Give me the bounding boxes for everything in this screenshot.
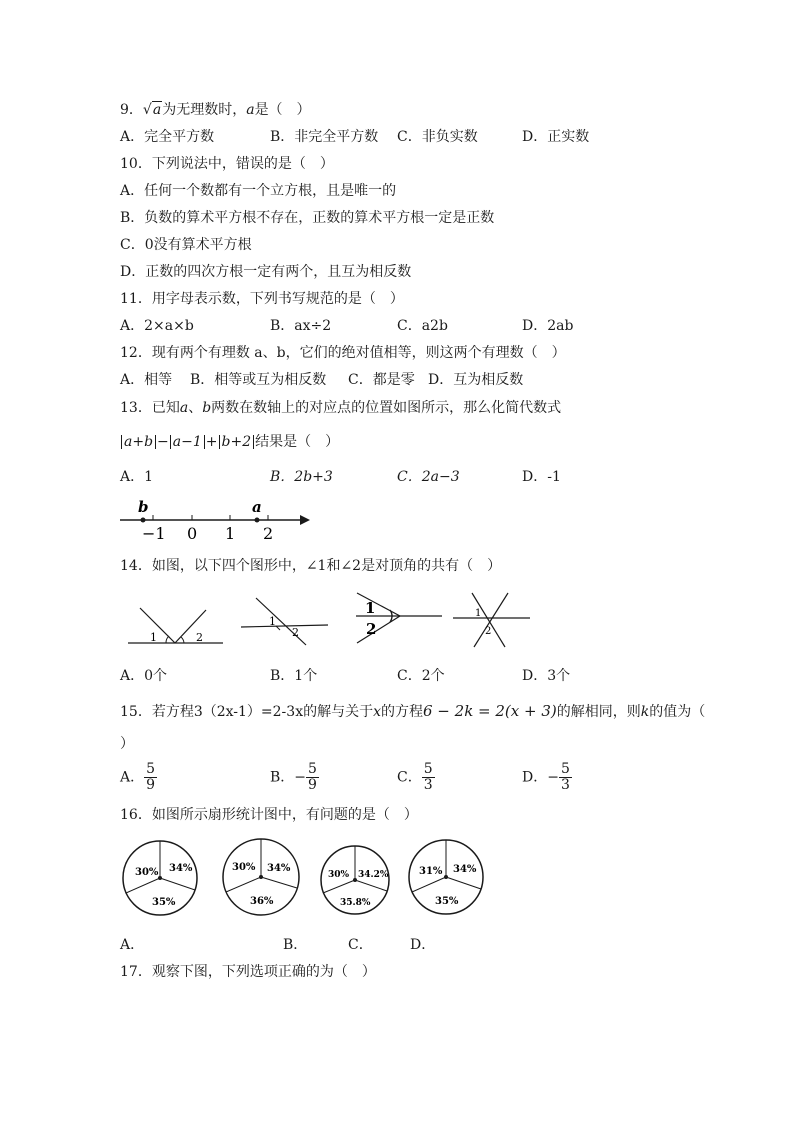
slice-label: 34% xyxy=(267,863,291,874)
angle-label-1: 1 xyxy=(150,631,157,644)
angle-label-2: 2 xyxy=(485,626,492,637)
question-13-option-a[interactable]: A．1 xyxy=(120,469,154,485)
pie-chart-a xyxy=(120,838,200,918)
question-14-option-a[interactable]: A．0个 xyxy=(120,668,168,684)
angle-label-2: 2 xyxy=(292,626,299,639)
angle-figure-4 xyxy=(450,590,535,650)
question-12-option-a[interactable]: A．相等 xyxy=(120,372,173,388)
angle-label-1: 1 xyxy=(365,599,376,617)
tick-label: 1 xyxy=(225,524,236,543)
question-14-option-b[interactable]: B．1个 xyxy=(270,668,318,684)
tick-label: 2 xyxy=(263,524,274,543)
abs-term-1: a+b xyxy=(121,435,156,449)
angle-label-1: 1 xyxy=(269,615,276,628)
question-9-option-b[interactable]: B．非完全平方数 xyxy=(270,129,379,145)
label-a: a xyxy=(252,498,262,516)
angle-figure-2 xyxy=(238,595,333,650)
question-16-option-b[interactable]: B． xyxy=(283,937,308,953)
question-13-option-b[interactable]: B．2b+3 xyxy=(270,469,333,485)
question-10-option-c[interactable]: C．0没有算术平方根 xyxy=(120,237,252,253)
question-14-stem: 14．如图，以下四个图形中，∠1和∠2是对顶角的共有（ ） xyxy=(120,558,502,574)
angle-label-1: 1 xyxy=(475,608,482,619)
question-10-option-a[interactable]: A．任何一个数都有一个立方根，且是唯一的 xyxy=(120,183,397,199)
question-15-stem-close: ） xyxy=(120,736,134,752)
slice-label: 34% xyxy=(169,863,193,874)
question-13-option-c[interactable]: C．2a−3 xyxy=(397,469,460,485)
question-12-stem: 12．现有两个有理数 a、b，它们的绝对值相等，则这两个有理数（ ） xyxy=(120,345,566,361)
question-12-option-d[interactable]: D．互为相反数 xyxy=(428,372,524,388)
slice-label: 30% xyxy=(232,862,256,873)
question-15-stem: 15．若方程3（2x-1）=2-3x的解与关于x的方程6 − 2k = 2(x + 3)的解相同，则k的值为（ xyxy=(120,702,706,720)
sqrt-symbol: √a xyxy=(142,102,162,118)
slice-label: 35.8% xyxy=(340,898,371,908)
question-12-option-c[interactable]: C．都是零 xyxy=(348,372,415,388)
abs-term-3: b+2 xyxy=(219,435,255,449)
question-10-stem: 10．下列说法中，错误的是（ ） xyxy=(120,156,334,172)
question-15-option-c[interactable]: C． $\frac{5}{3}$ xyxy=(397,761,433,793)
question-16-stem: 16．如图所示扇形统计图中，有问题的是（ ） xyxy=(120,807,418,823)
number-line-arrow xyxy=(300,515,310,525)
equation: 6 − 2k = 2(x + 3) xyxy=(423,702,557,720)
question-16-option-d[interactable]: D． xyxy=(410,937,436,953)
question-13-option-d[interactable]: D．-1 xyxy=(522,469,561,485)
slice-label: 36% xyxy=(250,896,274,907)
number-line-figure xyxy=(115,495,320,545)
question-11-option-c[interactable]: C．a2b xyxy=(397,318,448,334)
tick-label: −1 xyxy=(142,524,166,543)
label-b: b xyxy=(138,498,149,516)
question-9-stem: 9．√a为无理数时，a是（ ） xyxy=(120,102,311,118)
tick-label: 0 xyxy=(187,524,198,543)
question-15-option-d[interactable]: D．− $\frac{5}{3}$ xyxy=(522,761,570,793)
question-9-option-c[interactable]: C．非负实数 xyxy=(397,129,478,145)
pie-chart-c xyxy=(318,843,392,917)
question-9-option-a[interactable]: A．完全平方数 xyxy=(120,129,215,145)
slice-label: 30% xyxy=(328,870,350,880)
question-11-option-a[interactable]: A．2×a×b xyxy=(120,318,194,334)
slice-label: 30% xyxy=(135,867,159,878)
point-a xyxy=(255,518,260,523)
question-10-option-d[interactable]: D．正数的四次方根一定有两个，且互为相反数 xyxy=(120,264,412,280)
question-10-option-b[interactable]: B．负数的算术平方根不存在，正数的算术平方根一定是正数 xyxy=(120,210,495,226)
pie-chart-b xyxy=(220,836,302,918)
angle-label-2: 2 xyxy=(196,631,203,644)
pie-chart-d xyxy=(406,837,486,917)
point-b xyxy=(141,518,146,523)
question-17-stem: 17．观察下图，下列选项正确的为（ ） xyxy=(120,964,376,980)
question-11-stem: 11．用字母表示数，下列书写规范的是（ ） xyxy=(120,291,404,307)
angle-label-2: 2 xyxy=(366,620,377,638)
abs-term-2: a−1 xyxy=(170,435,205,449)
slice-label: 34% xyxy=(453,864,477,875)
question-13-expression: a+b − a−1 + b+2 结果是（ ） xyxy=(120,432,339,452)
slice-label: 31% xyxy=(419,866,443,877)
question-13-stem: 13．已知a、b两数在数轴上的对应点的位置如图所示，那么化简代数式 xyxy=(120,400,562,416)
question-16-option-c[interactable]: C． xyxy=(348,937,373,953)
angle-figure-3 xyxy=(352,588,447,650)
question-15-option-b[interactable]: B．− $\frac{5}{9}$ xyxy=(270,761,317,793)
question-9-option-d[interactable]: D．正实数 xyxy=(522,129,590,145)
slice-label: 35% xyxy=(435,896,459,907)
question-15-option-a[interactable]: A． $\frac{5}{9}$ xyxy=(120,761,156,793)
question-11-option-b[interactable]: B．ax÷2 xyxy=(270,318,332,334)
slice-label: 35% xyxy=(152,897,176,908)
question-12-option-b[interactable]: B．相等或互为相反数 xyxy=(190,372,327,388)
question-14-option-c[interactable]: C．2个 xyxy=(397,668,445,684)
question-11-option-d[interactable]: D．2ab xyxy=(522,318,574,334)
angle-figure-1 xyxy=(118,600,228,655)
slice-label: 34.2% xyxy=(358,870,389,880)
question-14-option-d[interactable]: D．3个 xyxy=(522,668,571,684)
question-16-option-a[interactable]: A． xyxy=(120,937,145,953)
